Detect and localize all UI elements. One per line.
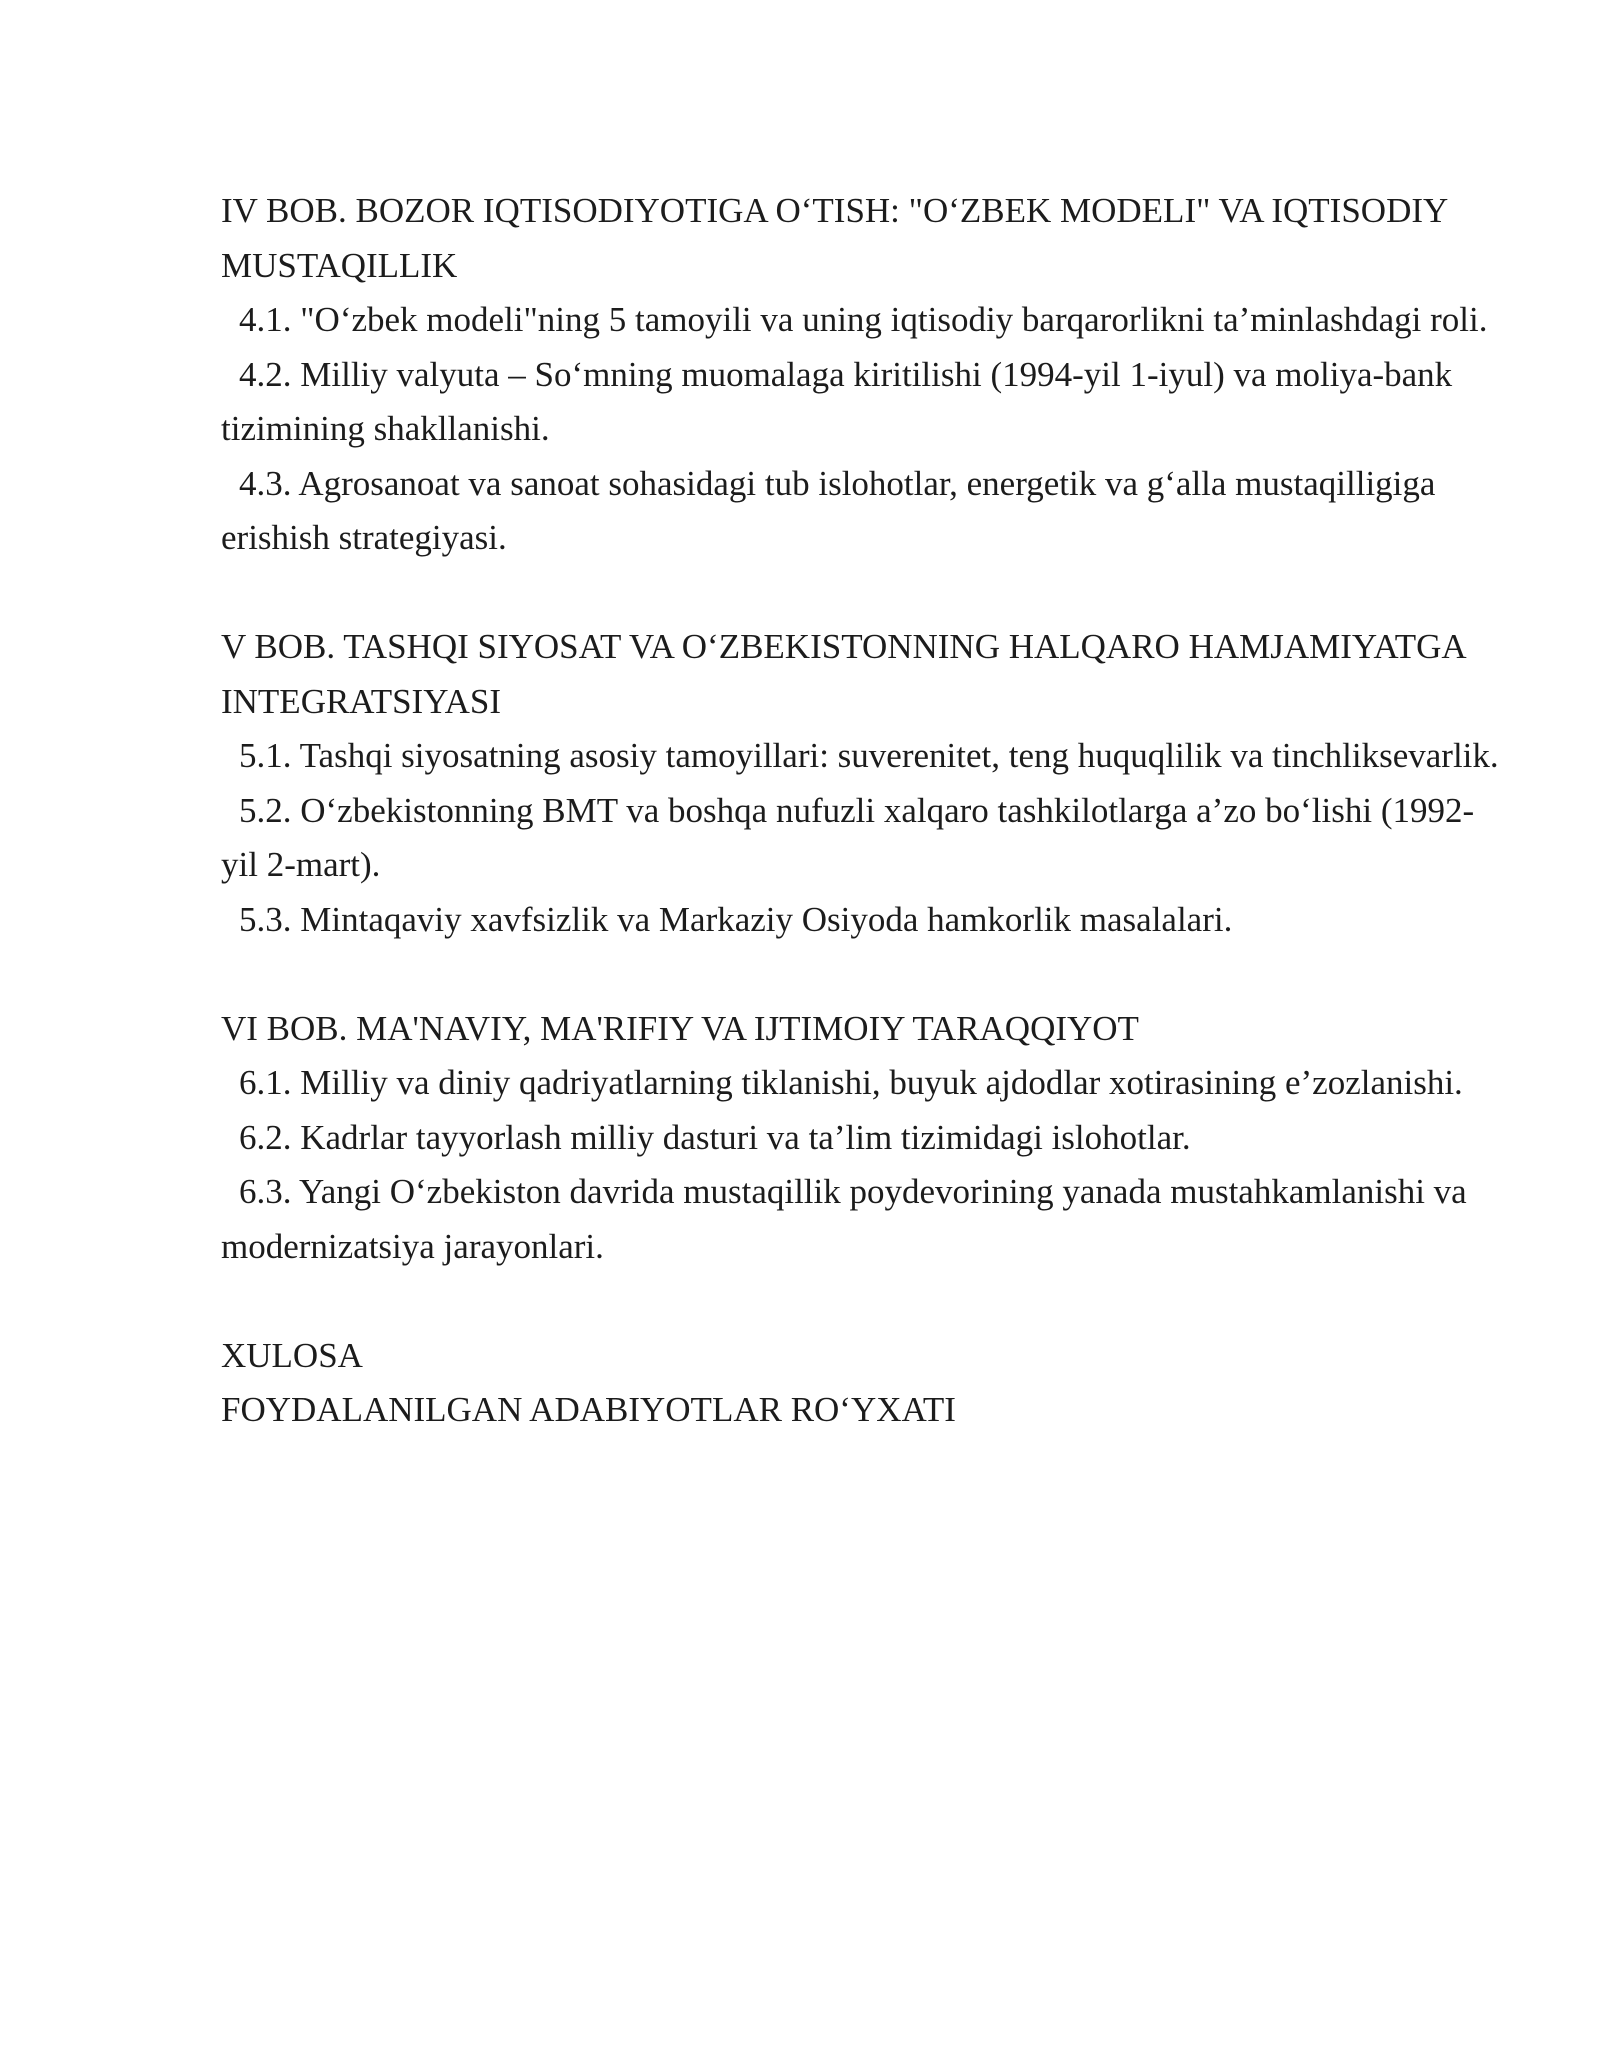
table-of-contents [221,184,1511,1438]
references-heading: FOYDALANILGAN ADABIYOTLAR RO‘YXATI [221,1390,956,1429]
section-spacer [221,1274,1511,1329]
chapter-4-title: IV BOB. BOZOR IQTISODIYOTIGA O‘TISH: "O‘ZBEK MODELI" VA IQTISODIY MUSTAQILLIK [221,191,1447,285]
section-4-3: 4.3. Agrosanoat va sanoat sohasidagi tub islohotlar, energetik va g‘alla mustaqilligiga erishish strategiyasi. [221,463,1436,557]
section-6-2: 6.2. Kadrlar tayyorlash milliy dasturi va ta’lim tizimidagi islohotlar. [239,1117,1191,1157]
section-spacer [221,947,1511,1002]
section-spacer [221,566,1511,621]
chapter-6 [221,1002,1511,1275]
chapter-4 [221,184,1511,566]
section-5-3: 5.3. Mintaqaviy xavfsizlik va Markaziy Osiyoda hamkorlik masalalari. [239,899,1233,939]
section-6-3: 6.3. Yangi O‘zbekiston davrida mustaqillik poydevorining yanada mustahkamlanishi va modernizatsiya jarayonlari. [221,1172,1467,1266]
section-4-2: 4.2. Milliy valyuta – So‘mning muomalaga kiritilishi (1994-yil 1-iyul) va moliya-bank tizimining shakllanishi. [221,354,1453,448]
section-5-1: 5.1. Tashqi siyosatning asosiy tamoyillari: suverenitet, teng huquqlilik va tinchliksevarlik. [239,736,1499,775]
section-6-1: 6.1. Milliy va diniy qadriyatlarning tiklanishi, buyuk ajdodlar xotirasining e’zozlanishi. [239,1063,1463,1102]
chapter-5 [221,620,1511,947]
chapter-5-title: V BOB. TASHQI SIYOSAT VA O‘ZBEKISTONNING HALQARO HAMJAMIYATGA INTEGRATSIYASI [221,627,1465,721]
conclusion-heading: XULOSA [221,1335,363,1375]
chapter-6-title: VI BOB. MA'NAVIY, MA'RIFIY VA IJTIMOIY TARAQQIYOT [221,1008,1139,1048]
section-4-1: 4.1. "O‘zbek modeli"ning 5 tamoyili va uning iqtisodiy barqarorlikni ta’minlashdagi roli. [239,300,1488,339]
section-5-2: 5.2. O‘zbekistonning BMT va boshqa nufuzli xalqaro tashkilotlarga a’zo bo‘lishi (1992-yil 2-mart). [221,790,1475,884]
